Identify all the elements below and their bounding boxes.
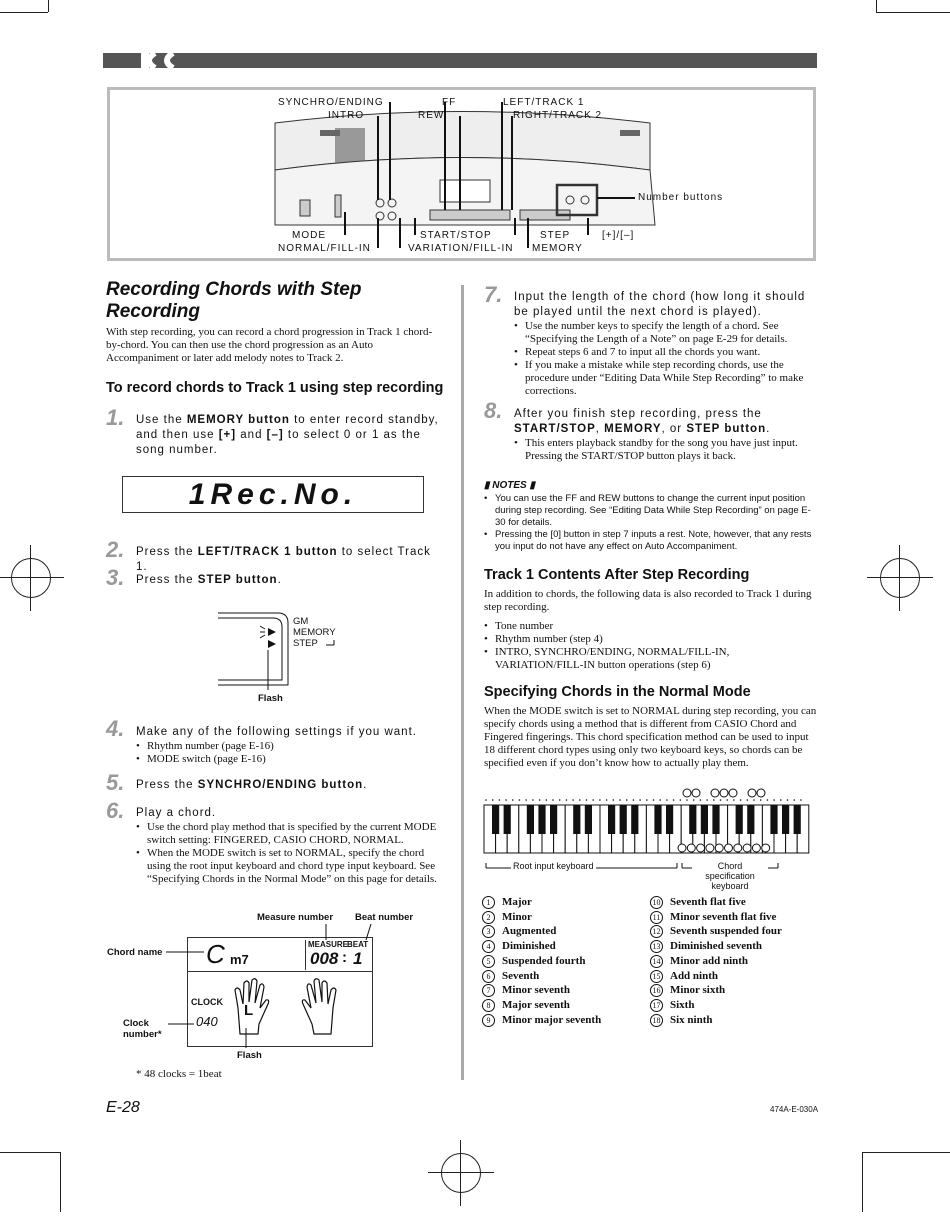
key-dot [733, 799, 735, 801]
notes-mark-icon: ▮ [526, 480, 536, 491]
chord-key-marker [757, 789, 765, 797]
label-ff: FF [442, 97, 457, 108]
chord-key-marker [720, 789, 728, 797]
label-start-stop: START/STOP [420, 230, 492, 241]
label-number-buttons: Number buttons [638, 192, 724, 203]
list-item: 11 Minor seventh flat five [650, 910, 820, 925]
list-item: • Use the chord play method that is specified by the current MODE switch setting: FINGERED, CASIO CHORD, NORMAL. [136, 821, 442, 847]
black-key [504, 805, 511, 834]
list-item: 7 Minor seventh [482, 983, 652, 998]
list-item: • INTRO, SYNCHRO/ENDING, NORMAL/FILL-IN, VARIATION/FILL-IN button operations (step 6) [484, 646, 820, 672]
chord-key-marker [697, 844, 705, 852]
key-dot [492, 799, 494, 801]
registration-mark [441, 1153, 481, 1193]
display-flash-label: Flash [237, 1050, 262, 1061]
list-item: 9 Minor major seventh [482, 1013, 652, 1028]
key-dot [525, 799, 527, 801]
step-number: 3. [106, 565, 125, 590]
key-dot [680, 799, 682, 801]
registration-mark [11, 558, 51, 598]
chord-key-marker [734, 844, 742, 852]
track1-heading: Track 1 Contents After Step Recording [484, 567, 750, 583]
black-key [666, 805, 673, 834]
black-key [736, 805, 743, 834]
list-item: • Use the number keys to specify the length of a chord. See “Specifying the Length of a Note” on page E-29 for details. [514, 320, 820, 346]
key-dot [592, 799, 594, 801]
key-dot [546, 799, 548, 801]
crop-mark [876, 12, 950, 13]
step-2-text: Press the LEFT/TRACK 1 button to select Track 1. [136, 546, 431, 573]
black-key [585, 805, 592, 834]
step-7-bullets [514, 320, 820, 398]
key-dot [720, 799, 722, 801]
black-key [747, 805, 754, 834]
step-6-bullets [136, 821, 442, 886]
beat-separator: : [342, 949, 347, 966]
chord-type: m7 [230, 952, 249, 967]
chord-key-marker [748, 789, 756, 797]
key-dot [653, 799, 655, 801]
list-item: 4 Diminished [482, 939, 652, 954]
key-dot [706, 799, 708, 801]
key-dot [566, 799, 568, 801]
chord-key-marker [711, 789, 719, 797]
beat-number-label: Beat number [355, 912, 414, 923]
clock-caption: CLOCK [191, 997, 223, 1007]
chord-key-marker [692, 789, 700, 797]
step-number: 6. [106, 798, 125, 823]
step-number: 7. [484, 282, 503, 307]
key-dot [713, 799, 715, 801]
key-dot [512, 799, 514, 801]
key-dot [532, 799, 534, 801]
measure-number-label: Measure number [257, 912, 334, 923]
column-divider [461, 285, 464, 1080]
key-dot [613, 799, 615, 801]
normal-mode-heading: Specifying Chords in the Normal Mode [484, 684, 751, 700]
key-dot [505, 799, 507, 801]
key-dot [760, 799, 762, 801]
list-item: • MODE switch (page E-16) [136, 753, 442, 766]
label-intro: INTRO [328, 110, 365, 121]
chord-key-marker [729, 789, 737, 797]
key-dot [619, 799, 621, 801]
page-number: E-28 [106, 1099, 140, 1116]
black-key [782, 805, 789, 834]
step-4-bullets [136, 740, 442, 766]
measure-value: 008 [310, 949, 339, 968]
normal-mode-paragraph: When the MODE switch is set to NORMAL during step recording, you can specify chords using a method that is different from CASIO Chord and Fingered fingerings. This chord specification method can be used to input 18 different chord types using only two keyboard keys, so chords can be specified even if you don’t know how to actually play them. [484, 705, 817, 769]
chord-name-label: Chord name [107, 947, 163, 958]
header-bar [103, 53, 817, 68]
key-dot [519, 799, 521, 801]
black-key [538, 805, 545, 834]
label-plus-minus: [+]/[–] [602, 230, 635, 241]
key-dot [633, 799, 635, 801]
crop-mark [862, 1152, 863, 1212]
key-dot [693, 799, 695, 801]
black-key [631, 805, 638, 834]
key-dot [800, 799, 802, 801]
crop-mark [862, 1152, 950, 1153]
figure-flash-label: Flash [258, 693, 283, 704]
key-dot [767, 799, 769, 801]
registration-mark [880, 558, 920, 598]
list-item: • This enters playback standby for the song you have just input. Pressing the START/STOP button plays it back. [514, 437, 820, 463]
step-1-text: Use the MEMORY button to enter record standby, and then use [+] and [–] to select 0 or 1 as the song number. [136, 414, 439, 456]
clock-number-label: Clock number* [123, 1018, 162, 1040]
chord-type-list-right [650, 895, 820, 1027]
label-left-track1: LEFT/TRACK 1 [503, 97, 585, 108]
step-number: 5. [106, 770, 125, 795]
list-item: 14 Minor add ninth [650, 954, 820, 969]
key-dot [559, 799, 561, 801]
list-item: • If you make a mistake while step recording chords, use the procedure under “Editing Data While Step Recording” to make corrections. [514, 359, 820, 398]
list-item: 16 Minor sixth [650, 983, 820, 998]
track1-bullets [484, 620, 820, 672]
black-key [573, 805, 580, 834]
list-item: 17 Sixth [650, 998, 820, 1013]
list-item: 3 Augmented [482, 924, 652, 939]
list-item: 13 Diminished seventh [650, 939, 820, 954]
key-dot [700, 799, 702, 801]
measure-caption: MEASURE [308, 940, 349, 949]
key-dot [579, 799, 581, 801]
chord-key-marker [743, 844, 751, 852]
list-item: 6 Seventh [482, 969, 652, 984]
clock-value: 040 [196, 1014, 218, 1029]
black-key [527, 805, 534, 834]
root-keyboard-label: Root input keyboard [513, 861, 594, 871]
chord-key-marker [706, 844, 714, 852]
key-dot [659, 799, 661, 801]
step-number: 4. [106, 716, 125, 741]
notes-list [484, 493, 820, 553]
key-dot [793, 799, 795, 801]
document-code: 474A-E-030A [770, 1105, 819, 1114]
figure-step-label: STEP [293, 638, 318, 649]
chord-key-marker [715, 844, 723, 852]
key-dot [673, 799, 675, 801]
key-dot [747, 799, 749, 801]
key-dot [753, 799, 755, 801]
black-key [689, 805, 696, 834]
step-8-text: After you finish step recording, press the START/STOP, MEMORY, or STEP button. [514, 408, 771, 435]
list-item: • Repeat steps 6 and 7 to input all the chords you want. [514, 346, 820, 359]
step-3-text: Press the STEP button. [136, 574, 282, 586]
key-dot [586, 799, 588, 801]
label-step: STEP [540, 230, 571, 241]
subheading-record-chords: To record chords to Track 1 using step recording [106, 380, 444, 396]
key-dot [639, 799, 641, 801]
keyboard-panel-diagram [107, 87, 816, 261]
crop-mark [48, 0, 49, 12]
chord-root: C [206, 939, 225, 969]
chord-key-marker [752, 844, 760, 852]
step-5-text: Press the SYNCHRO/ENDING button. [136, 779, 368, 791]
crop-mark [0, 1152, 60, 1153]
chord-type-list-left [482, 895, 652, 1027]
key-dot [773, 799, 775, 801]
step-number: 2. [106, 537, 125, 562]
key-dot [626, 799, 628, 801]
step-button-figure [218, 610, 348, 705]
black-key [654, 805, 661, 834]
key-dot [646, 799, 648, 801]
label-rew: REW [418, 110, 445, 121]
chord-key-marker [725, 844, 733, 852]
list-item: • When the MODE switch is set to NORMAL, specify the chord using the root input keyboard and chord type input keyboard. See “Specifying Chords in the Normal Mode” on this page for details. [136, 847, 442, 886]
black-key [492, 805, 499, 834]
black-key [701, 805, 708, 834]
black-key [620, 805, 627, 834]
chord-key-marker [762, 844, 770, 852]
step-7-text: Input the length of the chord (how long it should be played until the next chord is played). [514, 291, 806, 318]
step-6-text: Play a chord. [136, 807, 217, 819]
crop-mark [60, 1152, 61, 1212]
step-number: 1. [106, 405, 125, 430]
label-synchro-ending: SYNCHRO/ENDING [278, 97, 384, 108]
key-dot [572, 799, 574, 801]
crop-mark [876, 0, 877, 12]
chord-key-marker [678, 844, 686, 852]
step-4-text: Make any of the following settings if you want. [136, 726, 417, 738]
beat-caption: BEAT [347, 940, 369, 949]
key-dot [552, 799, 554, 801]
step-number: 8. [484, 398, 503, 423]
list-item: 15 Add ninth [650, 969, 820, 984]
list-item: 1 Major [482, 895, 652, 910]
chord-key-marker [687, 844, 695, 852]
list-item: 8 Major seventh [482, 998, 652, 1013]
beat-value: 1 [353, 949, 363, 968]
list-item: • Tone number [484, 620, 820, 633]
key-dot [686, 799, 688, 801]
key-dot [740, 799, 742, 801]
list-item: 18 Six ninth [650, 1013, 820, 1028]
footnote: * 48 clocks = 1beat [136, 1068, 222, 1080]
lcd-display: 1Rec.No. [122, 476, 424, 513]
key-dot [485, 799, 487, 801]
list-item: 5 Suspended fourth [482, 954, 652, 969]
list-item: 12 Seventh suspended four [650, 924, 820, 939]
label-variation-fill-in: VARIATION/FILL-IN [408, 243, 514, 254]
list-item: • You can use the FF and REW buttons to change the current input position during step recording. See “Editing Data While Step Recording” on page E-30 for details. [484, 493, 820, 529]
chord-key-marker [683, 789, 691, 797]
key-dot [666, 799, 668, 801]
key-dot [606, 799, 608, 801]
label-right-track2: RIGHT/TRACK 2 [513, 110, 603, 121]
step-8-bullets [514, 437, 820, 463]
black-key [608, 805, 615, 834]
key-dot [539, 799, 541, 801]
figure-memory-label: MEMORY [293, 627, 336, 638]
figure-gm-label: GM [293, 616, 309, 627]
chord-keyboard-label: Chord specification keyboard [692, 861, 768, 891]
hand-l-marker: L [244, 1002, 254, 1019]
display-figure [106, 908, 442, 1080]
label-normal-fill-in: NORMAL/FILL-IN [278, 243, 371, 254]
black-key [712, 805, 719, 834]
list-item: 2 Minor [482, 910, 652, 925]
list-item: • Rhythm number (page E-16) [136, 740, 442, 753]
black-key [770, 805, 777, 834]
key-dot [780, 799, 782, 801]
list-item: 10 Seventh flat five [650, 895, 820, 910]
key-dot [599, 799, 601, 801]
black-key [794, 805, 801, 834]
list-item: • Pressing the [0] button in step 7 inputs a rest. Note, however, that any rests you input do not have any effect on Auto Accompaniment. [484, 529, 820, 553]
key-dot [787, 799, 789, 801]
black-key [550, 805, 557, 834]
intro-paragraph: With step recording, you can record a chord progression in Track 1 chord-by-chord. You can then use the chord progression as an Auto Accompaniment or later add melody notes to Track 2. [106, 326, 433, 364]
notes-mark-icon: ▮ [484, 480, 493, 491]
label-mode: MODE [292, 230, 326, 241]
key-dot [499, 799, 501, 801]
section-title: Recording Chords with Step Recording [106, 279, 362, 322]
crop-mark [0, 12, 48, 13]
key-dot [726, 799, 728, 801]
list-item: • Rhythm number (step 4) [484, 633, 820, 646]
notes-heading: ▮ NOTES ▮ [484, 480, 536, 491]
track1-intro: In addition to chords, the following data is also recorded to Track 1 during step recording. [484, 588, 812, 613]
label-memory: MEMORY [532, 243, 583, 254]
keyboard-figure [482, 787, 818, 891]
